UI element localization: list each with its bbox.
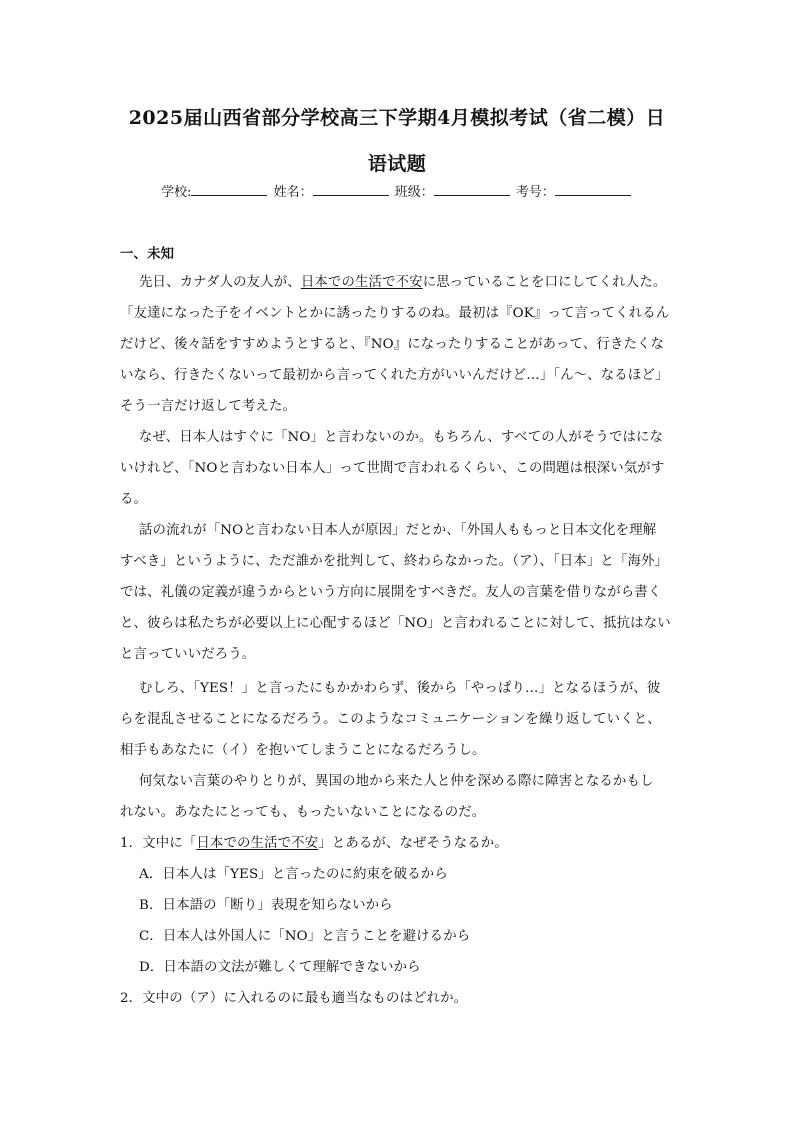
class-blank[interactable] — [434, 183, 510, 196]
passage-line: る。 — [120, 492, 148, 507]
passage-text: 先日、カナダ人の友人が、 — [139, 275, 301, 290]
question-1 — [120, 832, 508, 851]
name-label: 姓名： — [273, 185, 313, 200]
passage-line: 相手もあなたに（イ）を抱いてしまうことになるだろうし。 — [120, 743, 486, 758]
passage-line: いけれど、「NOと言わない日本人」って世間で言われるくらい、この問題は根深い気がす — [120, 461, 665, 476]
passage-line: 「友達になった子をイベントとかに誘ったりするのね。最初は『OK』って言ってくれるん — [120, 306, 670, 321]
passage-line: そう一言だけ返して考えた。 — [120, 399, 297, 414]
exam-title-line2: 语试题 — [367, 153, 427, 175]
passage-line: らを混乱させることになるだろう。このようなコミュニケーションを繰り返していくと、 — [120, 712, 661, 727]
exam-no-label: 考号： — [515, 185, 555, 200]
passage-line: むしろ、「YES！」と言ったにもかかわらず、後から「やっぱり…」となるほうが、彼 — [139, 681, 661, 696]
student-info-row — [0, 181, 794, 200]
class-label: 班级： — [394, 185, 434, 200]
passage-text: に思っていることを口にしてくれ人た。 — [422, 275, 667, 290]
passage-line: すべき」というように、ただ誰かを批判して、終わらなかった。（ア）、「日本」と「海外」 — [120, 554, 669, 569]
passage-line: いなら、行きたくないって最初から言ってくれた方がいいんだけど…」「ん～、なるほど」 — [120, 368, 669, 383]
passage-line: 話の流れが「NOと言わない日本人が原因」だとか、「外国人ももっと日本文化を理解 — [139, 523, 657, 538]
question-text: 」とあるが、なぜそうなるか。 — [318, 836, 508, 851]
exam-no-blank[interactable] — [555, 183, 631, 196]
exam-title-line1: 2025届山西省部分学校高三下学期4月模拟考试（省二模）日 — [128, 107, 666, 129]
passage-line: と言っていいだろう。 — [120, 647, 256, 662]
passage-line: れない。あなたにとっても、もったいないことになるのだ。 — [120, 805, 486, 820]
passage-line — [139, 271, 666, 290]
passage-line: 何気ない言葉のやりとりが、異国の地から来た人と仲を深める際に障害となるかもし — [139, 774, 654, 789]
option-b[interactable]: B．日本語の「断り」表現を知らないから — [139, 898, 393, 913]
underlined-phrase: 日本での生活で不安 — [196, 836, 319, 851]
underlined-phrase: 日本での生活で不安 — [300, 275, 423, 290]
question-2: 2．文中の（ア）に入れるのに最も適当なものはどれか。 — [120, 991, 468, 1006]
question-text: 1．文中に「 — [120, 836, 197, 851]
name-blank[interactable] — [313, 183, 389, 196]
passage-line: と、彼らは私たちが必要以上に心配するほど「NO」と言われることに対して、抵抗はない — [120, 616, 671, 631]
option-a[interactable]: A．日本人は「YES」と言ったのに約束を破るから — [139, 867, 448, 882]
passage-line: なぜ、日本人はすぐに「NO」と言わないのか。もちろん、すべての人がそうではにな — [139, 430, 664, 445]
option-c[interactable]: C．日本人は外国人に「NO」と言うことを避けるから — [139, 929, 471, 944]
passage-line: では、礼儀の定義が違うからという方向に展開をすべきだ。友人の言葉を借りながら書く — [120, 585, 662, 600]
option-d[interactable]: D．日本語の文法が難しくて理解できないから — [139, 960, 421, 975]
school-blank[interactable] — [191, 183, 267, 196]
section-heading: 一、未知 — [120, 246, 175, 262]
school-label: 学校: — [161, 185, 192, 200]
passage-line: だけど、後々話をすすめようとすると、『NO』になったりすることがあって、行きたくな — [120, 337, 665, 352]
